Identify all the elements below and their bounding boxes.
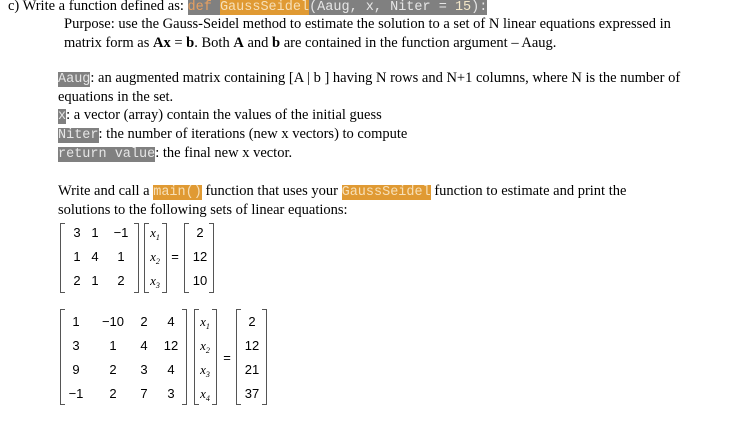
matrix-cell: −1: [68, 386, 84, 401]
matrix-cell: 1: [109, 338, 117, 353]
matrix-cell: 2: [73, 273, 81, 288]
matrix-cell: 3: [140, 362, 148, 377]
function-name: GaussSeidel: [219, 0, 310, 15]
param-aaug-name: Aaug: [58, 72, 91, 87]
rhs-cell: 2: [248, 314, 256, 329]
arg-x: x: [365, 0, 374, 15]
matrix-cell: 4: [91, 249, 99, 264]
unknown-x3: $x_3$: [150, 273, 160, 290]
arg-default: 15: [454, 0, 472, 15]
bracket-right: [134, 223, 139, 293]
unknown-x1: $x_1$: [200, 314, 210, 331]
equation-system-1: [58, 222, 228, 294]
matrix-cell: 1: [91, 225, 99, 240]
matrix-cell: 1: [117, 249, 125, 264]
matrix-cell: 4: [140, 338, 148, 353]
matrix-cell: 4: [167, 362, 175, 377]
equals-sign: =: [223, 350, 231, 365]
unknown-x1: $x_1$: [150, 225, 160, 242]
bracket-left: [60, 223, 65, 293]
rhs-cell: 12: [192, 249, 208, 264]
matrix-cell: 3: [73, 225, 81, 240]
matrix-cell: 7: [140, 386, 148, 401]
matrix-cell: 1: [73, 249, 81, 264]
matrix-cell: 1: [91, 273, 99, 288]
param-aaug: Aaug: an augmented matrix containing [A | b ] having N rows and N+1 columns, where N is the number of: [58, 70, 681, 87]
rhs-cell: 37: [244, 386, 260, 401]
function-signature-line: c) Write a function defined as: def GaussSeidel(Aaug, x, Niter = 15):: [8, 0, 488, 15]
matrix-cell: −10: [101, 314, 125, 329]
args-open: (Aaug,: [309, 0, 366, 15]
rhs-cell: 12: [244, 338, 260, 353]
gaussseidel-ref: GaussSeidel: [341, 185, 431, 200]
param-niter-name: Niter: [58, 128, 99, 143]
equation-system-2: [58, 308, 288, 406]
param-x-name: x: [58, 109, 67, 124]
rhs-cell: 21: [244, 362, 260, 377]
unknown-x4: $x_4$: [200, 386, 210, 403]
matrix-cell: 1: [72, 314, 80, 329]
task-line-2: solutions to the following sets of linear equations:: [58, 202, 348, 218]
param-x: x: a vector (array) contain the values of the initial guess: [58, 107, 382, 124]
matrix-cell: −1: [113, 225, 129, 240]
rhs-cell: 2: [196, 225, 204, 240]
rhs-cell: 10: [192, 273, 208, 288]
matrix-cell: 3: [72, 338, 80, 353]
question-label: c) Write a function defined as:: [8, 0, 188, 14]
param-return: return value: the final new x vector.: [58, 145, 293, 162]
matrix-cell: 12: [163, 338, 179, 353]
param-return-name: return value: [58, 147, 156, 162]
matrix-cell: 4: [167, 314, 175, 329]
param-aaug-cont: equations in the set.: [58, 89, 174, 105]
unknown-x2: $x_2$: [200, 338, 210, 355]
equals-sign: =: [171, 249, 179, 264]
matrix-cell: 3: [167, 386, 175, 401]
unknown-x3: $x_3$: [200, 362, 210, 379]
unknown-x2: $x_2$: [150, 249, 160, 266]
arg-niter: Niter: [390, 0, 431, 15]
main-function: main(): [153, 185, 202, 200]
task-line-1: Write and call a main() function that uses your GaussSeidel function to estimate and print the: [58, 183, 627, 200]
matrix-cell: 9: [72, 362, 80, 377]
keyword-def: def: [187, 0, 212, 15]
matrix-cell: 2: [109, 386, 117, 401]
purpose-line-1: Purpose: use the Gauss-Seidel method to estimate the solution to a set of N linear equations expressed in: [64, 16, 671, 32]
param-niter: Niter: the number of iterations (new x vectors) to compute: [58, 126, 408, 143]
matrix-cell: 2: [117, 273, 125, 288]
purpose-line-2: matrix form as Ax = b. Both A and b are contained in the function argument – Aaug.: [64, 35, 557, 51]
matrix-cell: 2: [109, 362, 117, 377]
matrix-cell: 2: [140, 314, 148, 329]
